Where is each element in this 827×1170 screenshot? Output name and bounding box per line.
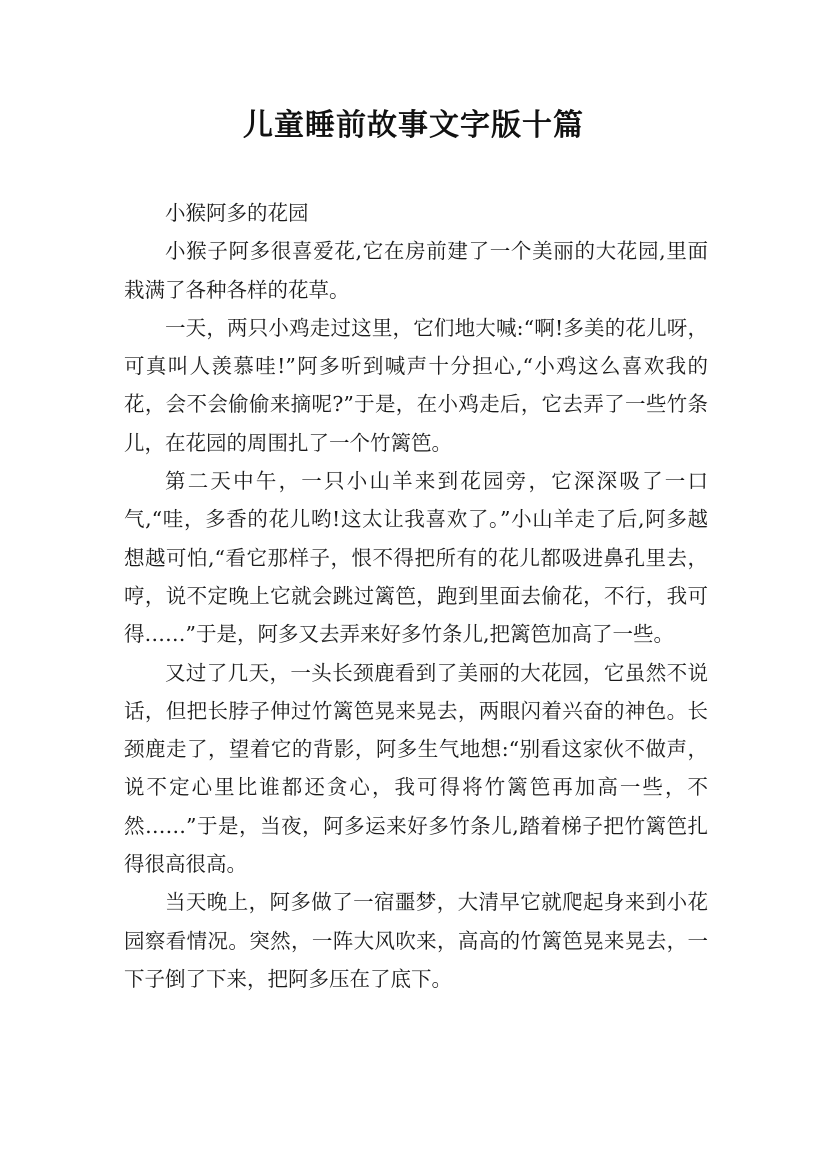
document-body xyxy=(124,194,708,998)
paragraph: 一天，两只小鸡走过这里，它们地大喊:“啊!多美的花儿呀，可真叫人羡慕哇!”阿多听到喊声十分担心,“小鸡这么喜欢我的花，会不会偷偷来摘呢?”于是，在小鸡走后，它去弄了一些竹条儿，在花园的周围扎了一个竹篱笆。 xyxy=(124,315,708,455)
paragraph: 小猴子阿多很喜爱花,它在房前建了一个美丽的大花园,里面栽满了各种各样的花草。 xyxy=(124,239,708,302)
story-heading: 小猴阿多的花园 xyxy=(165,201,309,225)
document-title: 儿童睡前故事文字版十篇 xyxy=(243,108,584,143)
paragraph: 又过了几天，一头长颈鹿看到了美丽的大花园，它虽然不说话，但把长脖子伸过竹篱笆晃来晃去，两眼闪着兴奋的神色。长颈鹿走了，望着它的背影，阿多生气地想:“别看这家伙不做声，说不定心里比谁都还贪心，我可得将竹篱笆再加高一些，不然……”于是，当夜，阿多运来好多竹条儿,踏着梯子把竹篱笆扎得很高很高。 xyxy=(124,660,708,877)
paragraph: 当天晚上，阿多做了一宿噩梦，大清早它就爬起身来到小花园察看情况。突然，一阵大风吹来，高高的竹篱笆晃来晃去，一下子倒了下来，把阿多压在了底下。 xyxy=(124,890,708,991)
paragraph: 第二天中午，一只小山羊来到花园旁，它深深吸了一口气,“哇，多香的花儿哟!这太让我喜欢了。”小山羊走了后,阿多越想越可怕,“看它那样子，恨不得把所有的花儿都吸进鼻孔里去，哼，说不定晚上它就会跳过篱笆，跑到里面去偷花，不行，我可得……”于是，阿多又去弄来好多竹条儿,把篱笆加高了一些。 xyxy=(124,469,708,647)
